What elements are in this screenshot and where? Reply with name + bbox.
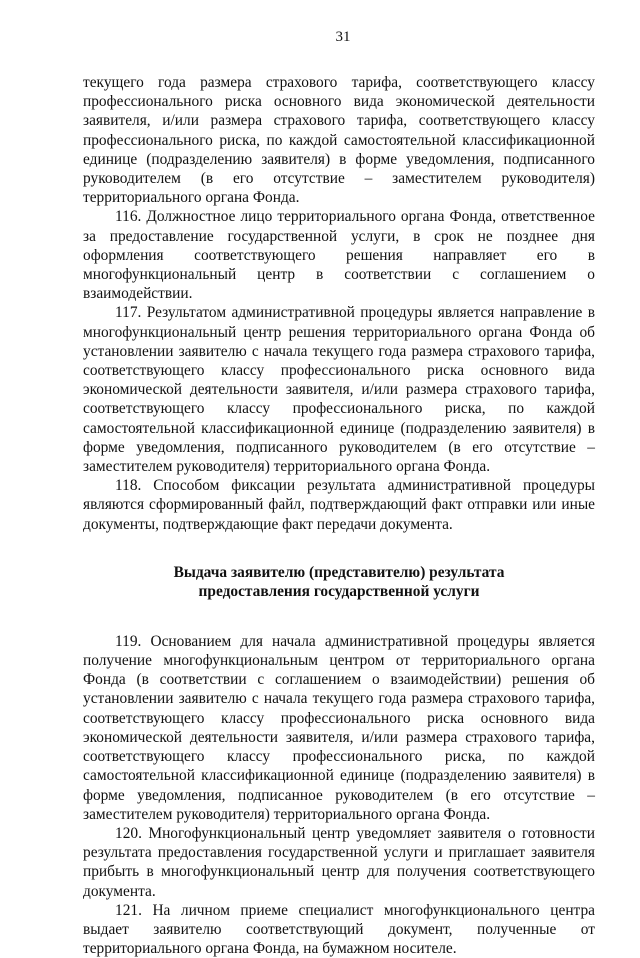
paragraph-120: 120. Многофункциональный центр уведомляет заявителя о готовности результата предоставления государственной услуги и приглашает заявителя прибыть в многофункциональный центр для получения соответствующего документа. (83, 824, 595, 900)
page-number: 31 (335, 29, 351, 45)
paragraph-121: 121. На личном приеме специалист многофункционального центра выдает заявителю соответствующий документ, полученные от территориального органа Фонда, на бумажном носителе. (83, 901, 595, 958)
document-page (83, 28, 595, 958)
section-heading (83, 563, 595, 602)
section-heading-line-1: Выдача заявителю (представителю) результата (173, 563, 505, 581)
section-heading-line-2: предоставления государственной услуги (198, 583, 480, 601)
paragraph-118: 118. Способом фиксации результата административной процедуры являются сформированный файл, подтверждающий факт отправки или иные документы, подтверждающие факт передачи документа. (83, 477, 595, 533)
paragraph-continuation: текущего года размера страхового тарифа, соответствующего классу профессионального риска основного вида экономической деятельности заявителя, и/или размера страхового тарифа, соответствующего классу профессионального риска, по каждой самостоятельной классификационной единице (подразделению заявителя) в форме уведомления, подписанного руководителем (в его отсутствие – заместителем руководителя) территориального органа Фонда. (83, 74, 595, 207)
paragraph-116: 116. Должностное лицо территориального органа Фонда, ответственное за предоставление государственной услуги, в срок не позднее дня оформления соответствующего решения направляет его в многофункциональный центр в соответствии с соглашением о взаимодействии. (83, 208, 595, 303)
paragraph-119: 119. Основанием для начала административной процедуры является получение многофункциональным центром от территориального органа Фонда (в соответствии с соглашением о взаимодействии) решения об установлении заявителю с начала текущего года размера страхового тарифа, соответствующего классу профессионального риска основного вида экономической деятельности заявителя, и/или размера страхового тарифа, соответствующего классу профессионального риска, по каждой самостоятельной классификационной единице (подразделению заявителя) в форме уведомления, подписанное руководителем (в его отсутствие – заместителем руководителя) территориального органа Фонда. (83, 632, 595, 823)
paragraph-117: 117. Результатом административной процедуры является направление в многофункциональный центр решения территориального органа Фонда об установлении заявителю с начала текущего года размера страхового тарифа, соответствующего классу профессионального риска основного вида экономической деятельности заявителя, и/или размера страхового тарифа, соответствующего классу профессионального риска, по каждой самостоятельной классификационной единице (подразделению заявителя) в форме уведомления, подписанного руководителем (в его отсутствие – заместителем руководителя) территориального органа Фонда. (83, 304, 595, 476)
